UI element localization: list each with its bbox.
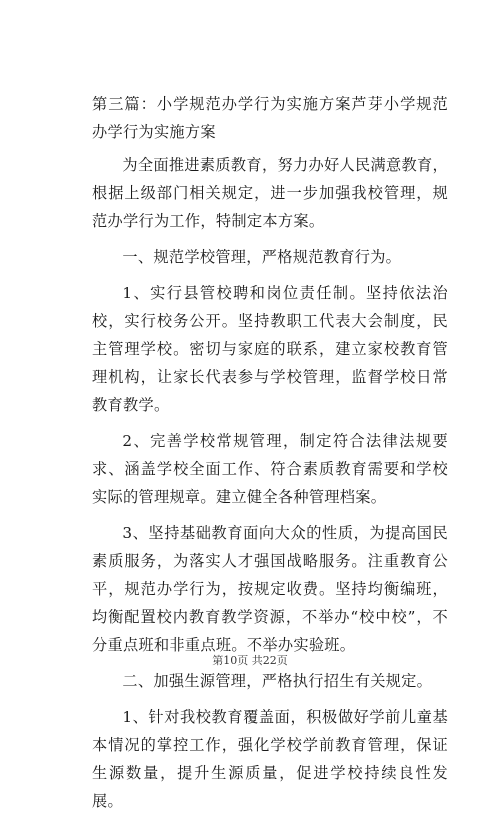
paragraph-1-2: 2、完善学校常规管理，制定符合法律法规要求、涵盖学校全面工作、符合素质教育需要和学校实际的管理规章。建立健全各种管理档案。 — [92, 432, 448, 506]
paragraph-2-1: 1、针对我校教育覆盖面，积极做好学前儿童基本情况的掌控工作，强化学校学前教育管理，保证生源数量，提升生源质量，促进学校持续良性发展。 — [92, 708, 448, 810]
paragraph-1-3: 3、坚持基础教育面向大众的性质，为提高国民素质服务，为落实人才强国战略服务。注重教育公平，规范办学行为，按规定收费。坚持均衡编班，均衡配置校内教育教学资源，不举办“校中校”，不分重点班和非重点班。不举办实验班。 — [92, 524, 448, 654]
page-footer: 第10页 共22页 — [212, 654, 288, 667]
document-title: 第三篇：小学规范办学行为实施方案芦芽小学规范办学行为实施方案 — [92, 95, 448, 141]
document-body — [92, 90, 448, 823]
paragraph-1-1: 1、实行县管校聘和岗位责任制。坚持依法治校，实行校务公开。坚持教职工代表大会制度，民主管理学校。密切与家庭的联系，建立家校教育管理机构，让家长代表参与学校管理，监督学校日常教育教学。 — [92, 284, 448, 414]
section-heading-2: 二、加强生源管理，严格执行招生有关规定。 — [122, 672, 433, 690]
section-heading-1: 一、规范学校管理，严格规范教育行为。 — [122, 248, 402, 266]
paragraph-intro: 为全面推进素质教育，努力办好人民满意教育，根据上级部门相关规定，进一步加强我校管理，规范办学行为工作，特制定本方案。 — [92, 156, 448, 230]
